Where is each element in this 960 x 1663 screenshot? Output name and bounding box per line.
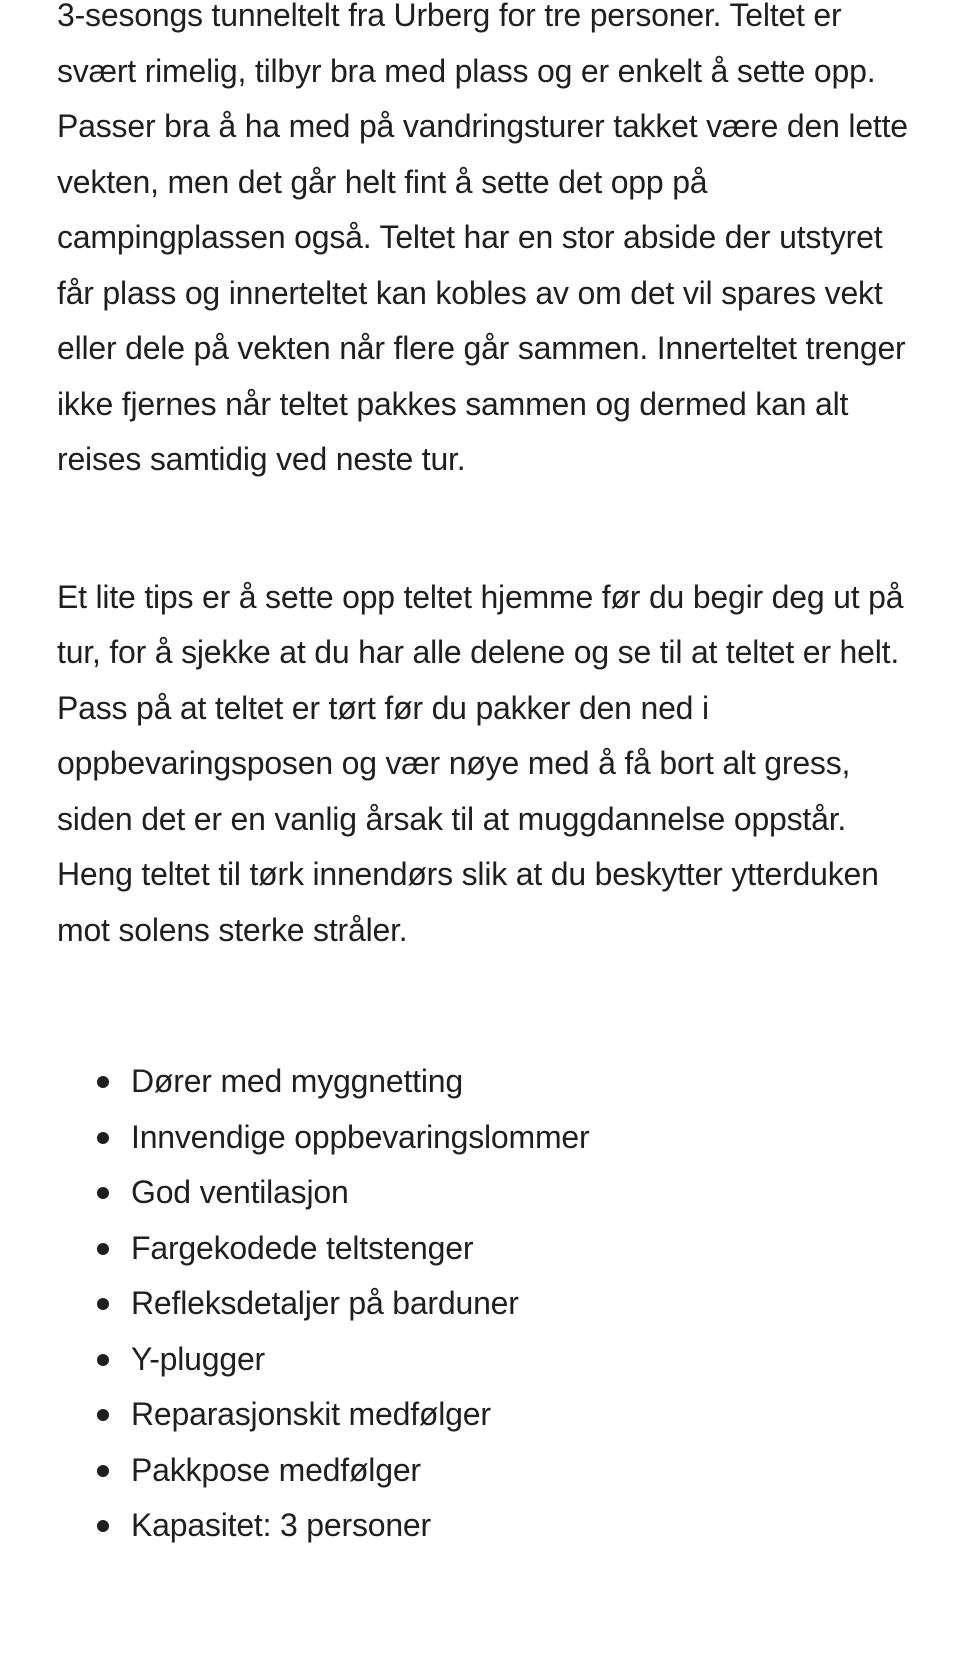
list-item-text: Pakkpose medfølger (131, 1451, 421, 1488)
list-item (57, 1276, 917, 1332)
bullet-icon (97, 1409, 109, 1421)
list-item-text: God ventilasjon (131, 1174, 349, 1210)
list-item-text: Dører med myggnetting (131, 1063, 463, 1099)
list-item-text: Y-plugger (131, 1340, 266, 1377)
list-item-text: Fargekodede teltstenger (131, 1229, 474, 1266)
bullet-icon (97, 1465, 109, 1477)
bullet-icon (97, 1243, 109, 1255)
bullet-icon (97, 1298, 109, 1310)
bullet-icon (97, 1187, 109, 1199)
paragraph-description: 3-sesongs tunneltelt fra Urberg for tre personer. Teltet er svært rimelig, tilbyr bra med plass og er enkelt å sette opp. Passer bra å ha med på vandringsturer takket være den lette vekten, men det går helt fint å sette det opp på campingplassen også. Teltet har en stor abside der utstyret får plass og innerteltet kan kobles av om det vil spares vekt eller dele på vekten når flere går sammen. Innerteltet trenger ikke fjernes når teltet pakkes sammen og dermed kan alt reises samtidig ved neste tur. (57, 0, 908, 477)
list-item (57, 1110, 917, 1166)
bullet-icon (97, 1354, 109, 1366)
paragraph-tips: Et lite tips er å sette opp teltet hjemme før du begir deg ut på tur, for å sjekke at du har alle delene og se til at teltet er helt. Pass på at teltet er tørt før du pakker den ned i oppbevaringsposen og vær nøye med å få bort alt gress, siden det er en vanlig årsak til at muggdannelse oppstår. Heng teltet til tørk innendørs slik at du beskytter ytterduken mot solens sterke stråler. (57, 578, 904, 948)
bullet-icon (97, 1520, 109, 1532)
bullet-icon (97, 1076, 109, 1088)
bullet-icon (97, 1132, 109, 1144)
list-item-text: Kapasitet: 3 personer (131, 1507, 431, 1543)
list-item (57, 1443, 917, 1499)
list-item (57, 1165, 917, 1221)
list-item (57, 1054, 917, 1110)
list-item-text: Reparasjonskit medfølger (131, 1396, 491, 1432)
list-item-text: Refleksdetaljer på barduner (131, 1285, 519, 1321)
list-item-text: Innvendige oppbevaringslommer (131, 1118, 590, 1155)
feature-list (57, 1054, 917, 1554)
list-item (57, 1387, 917, 1443)
list-item (57, 1332, 917, 1388)
list-item (57, 1498, 917, 1554)
list-item (57, 1221, 917, 1277)
article-body (57, 0, 917, 1554)
